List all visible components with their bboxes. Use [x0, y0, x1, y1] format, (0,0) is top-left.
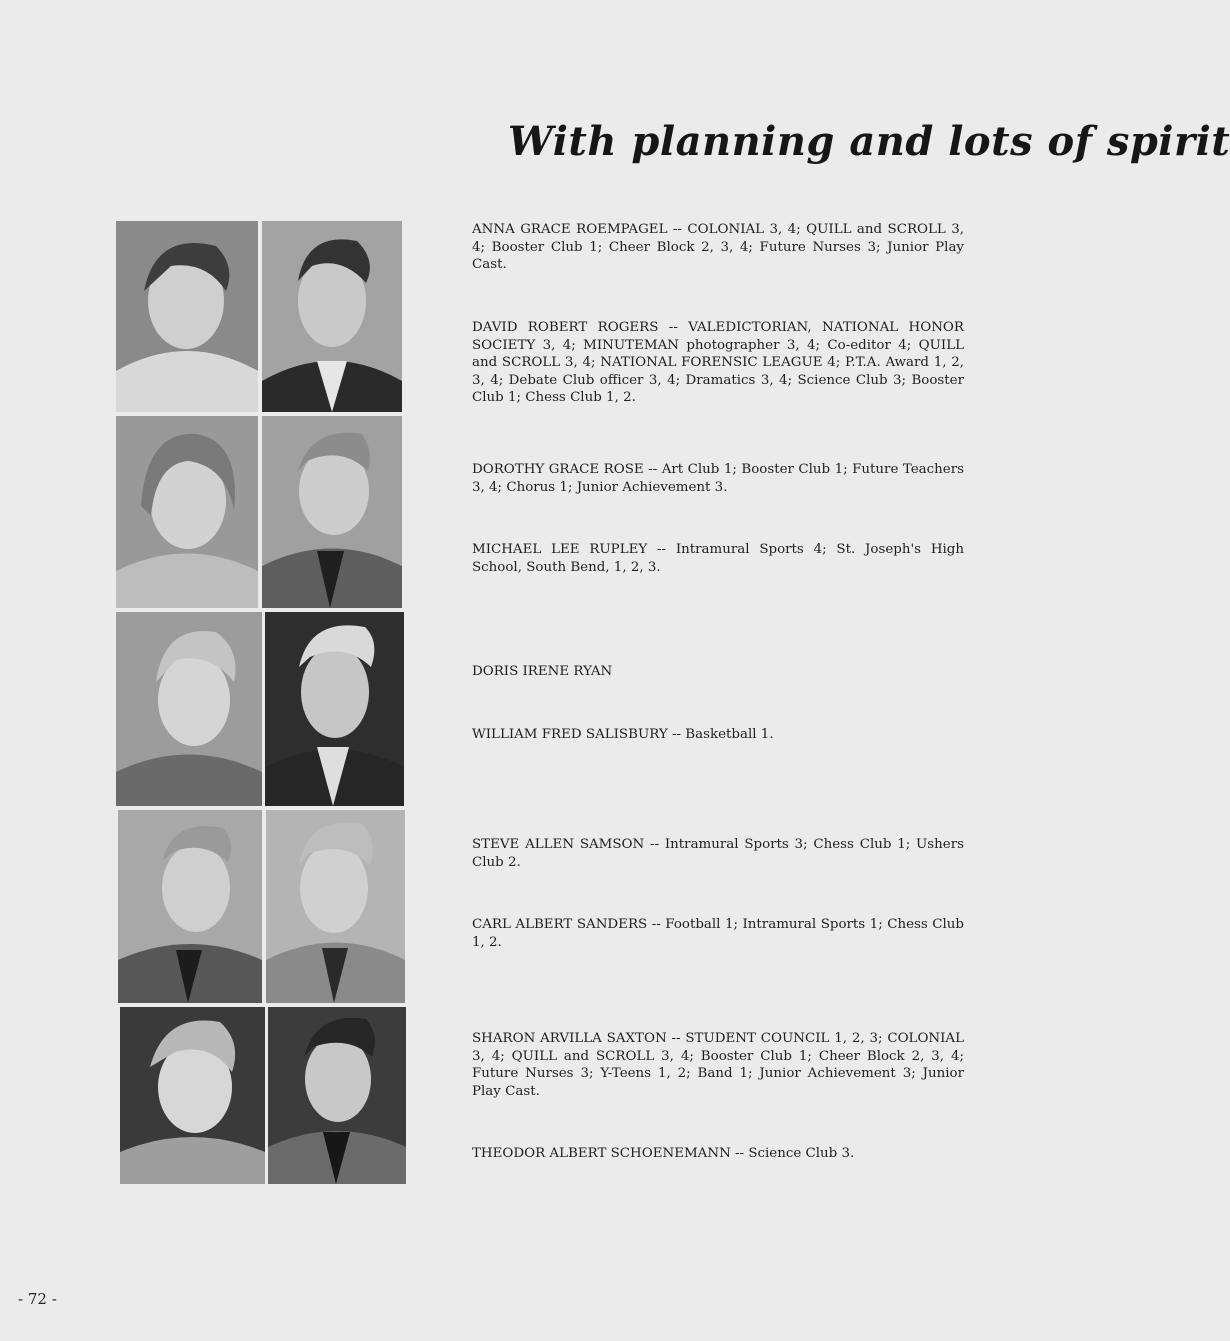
student-entry: STEVE ALLEN SAMSON -- Intramural Sports 3; Chess Club 1; Ushers Club 2.: [472, 837, 964, 870]
student-entry: CARL ALBERT SANDERS -- Football 1; Intramural Sports 1; Chess Club 1, 2.: [472, 917, 964, 950]
portrait-photo: [268, 1007, 406, 1184]
portrait-photo: [116, 416, 258, 608]
student-entry: WILLIAM FRED SALISBURY -- Basketball 1.: [472, 727, 774, 742]
student-entry: DOROTHY GRACE ROSE -- Art Club 1; Booster Club 1; Future Teachers 3, 4; Chorus 1; Junior Achievement 3.: [472, 462, 964, 495]
portrait-photo: [116, 612, 262, 806]
portrait-photo: [262, 221, 402, 412]
student-entry: MICHAEL LEE RUPLEY -- Intramural Sports 4; St. Joseph's High School, South Bend, 1, 2, 3.: [472, 542, 964, 575]
portrait-photo: [266, 810, 405, 1003]
student-entry: SHARON ARVILLA SAXTON -- STUDENT COUNCIL 1, 2, 3; COLONIAL 3, 4; QUILL and SCROLL 3, 4; Booster Club 1; Cheer Block 2, 3, 4; Future Nurses 3; Y-Teens 1, 2; Band 1; Junior Achievement 3; Junior Play Cast.: [472, 1031, 964, 1099]
student-entry: THEODOR ALBERT SCHOENEMANN -- Science Club 3.: [472, 1146, 855, 1161]
portrait-photo: [262, 416, 402, 608]
portrait-photo: [118, 810, 262, 1003]
portrait-photo: [265, 612, 404, 806]
page-number: - 72 -: [18, 1290, 57, 1308]
student-entry: DORIS IRENE RYAN: [472, 664, 613, 679]
page-headline: With planning and lots of spirit: [508, 118, 1230, 165]
student-entry: DAVID ROBERT ROGERS -- VALEDICTORIAN, NATIONAL HONOR SOCIETY 3, 4; MINUTEMAN photographer 3, 4; Co-editor 4; QUILL and SCROLL 3, 4; NATIONAL FORENSIC LEAGUE 4; P.T.A. Award 1, 2, 3, 4; Debate Club officer 3, 4; Dramatics 3, 4; Science Club 3; Booster Club 1; Chess Club 1, 2.: [472, 320, 964, 406]
student-entry: ANNA GRACE ROEMPAGEL -- COLONIAL 3, 4; QUILL and SCROLL 3, 4; Booster Club 1; Cheer Block 2, 3, 4; Future Nurses 3; Junior Play Cast.: [472, 222, 964, 273]
portrait-photo: [120, 1007, 265, 1184]
portrait-photo: [116, 221, 258, 412]
